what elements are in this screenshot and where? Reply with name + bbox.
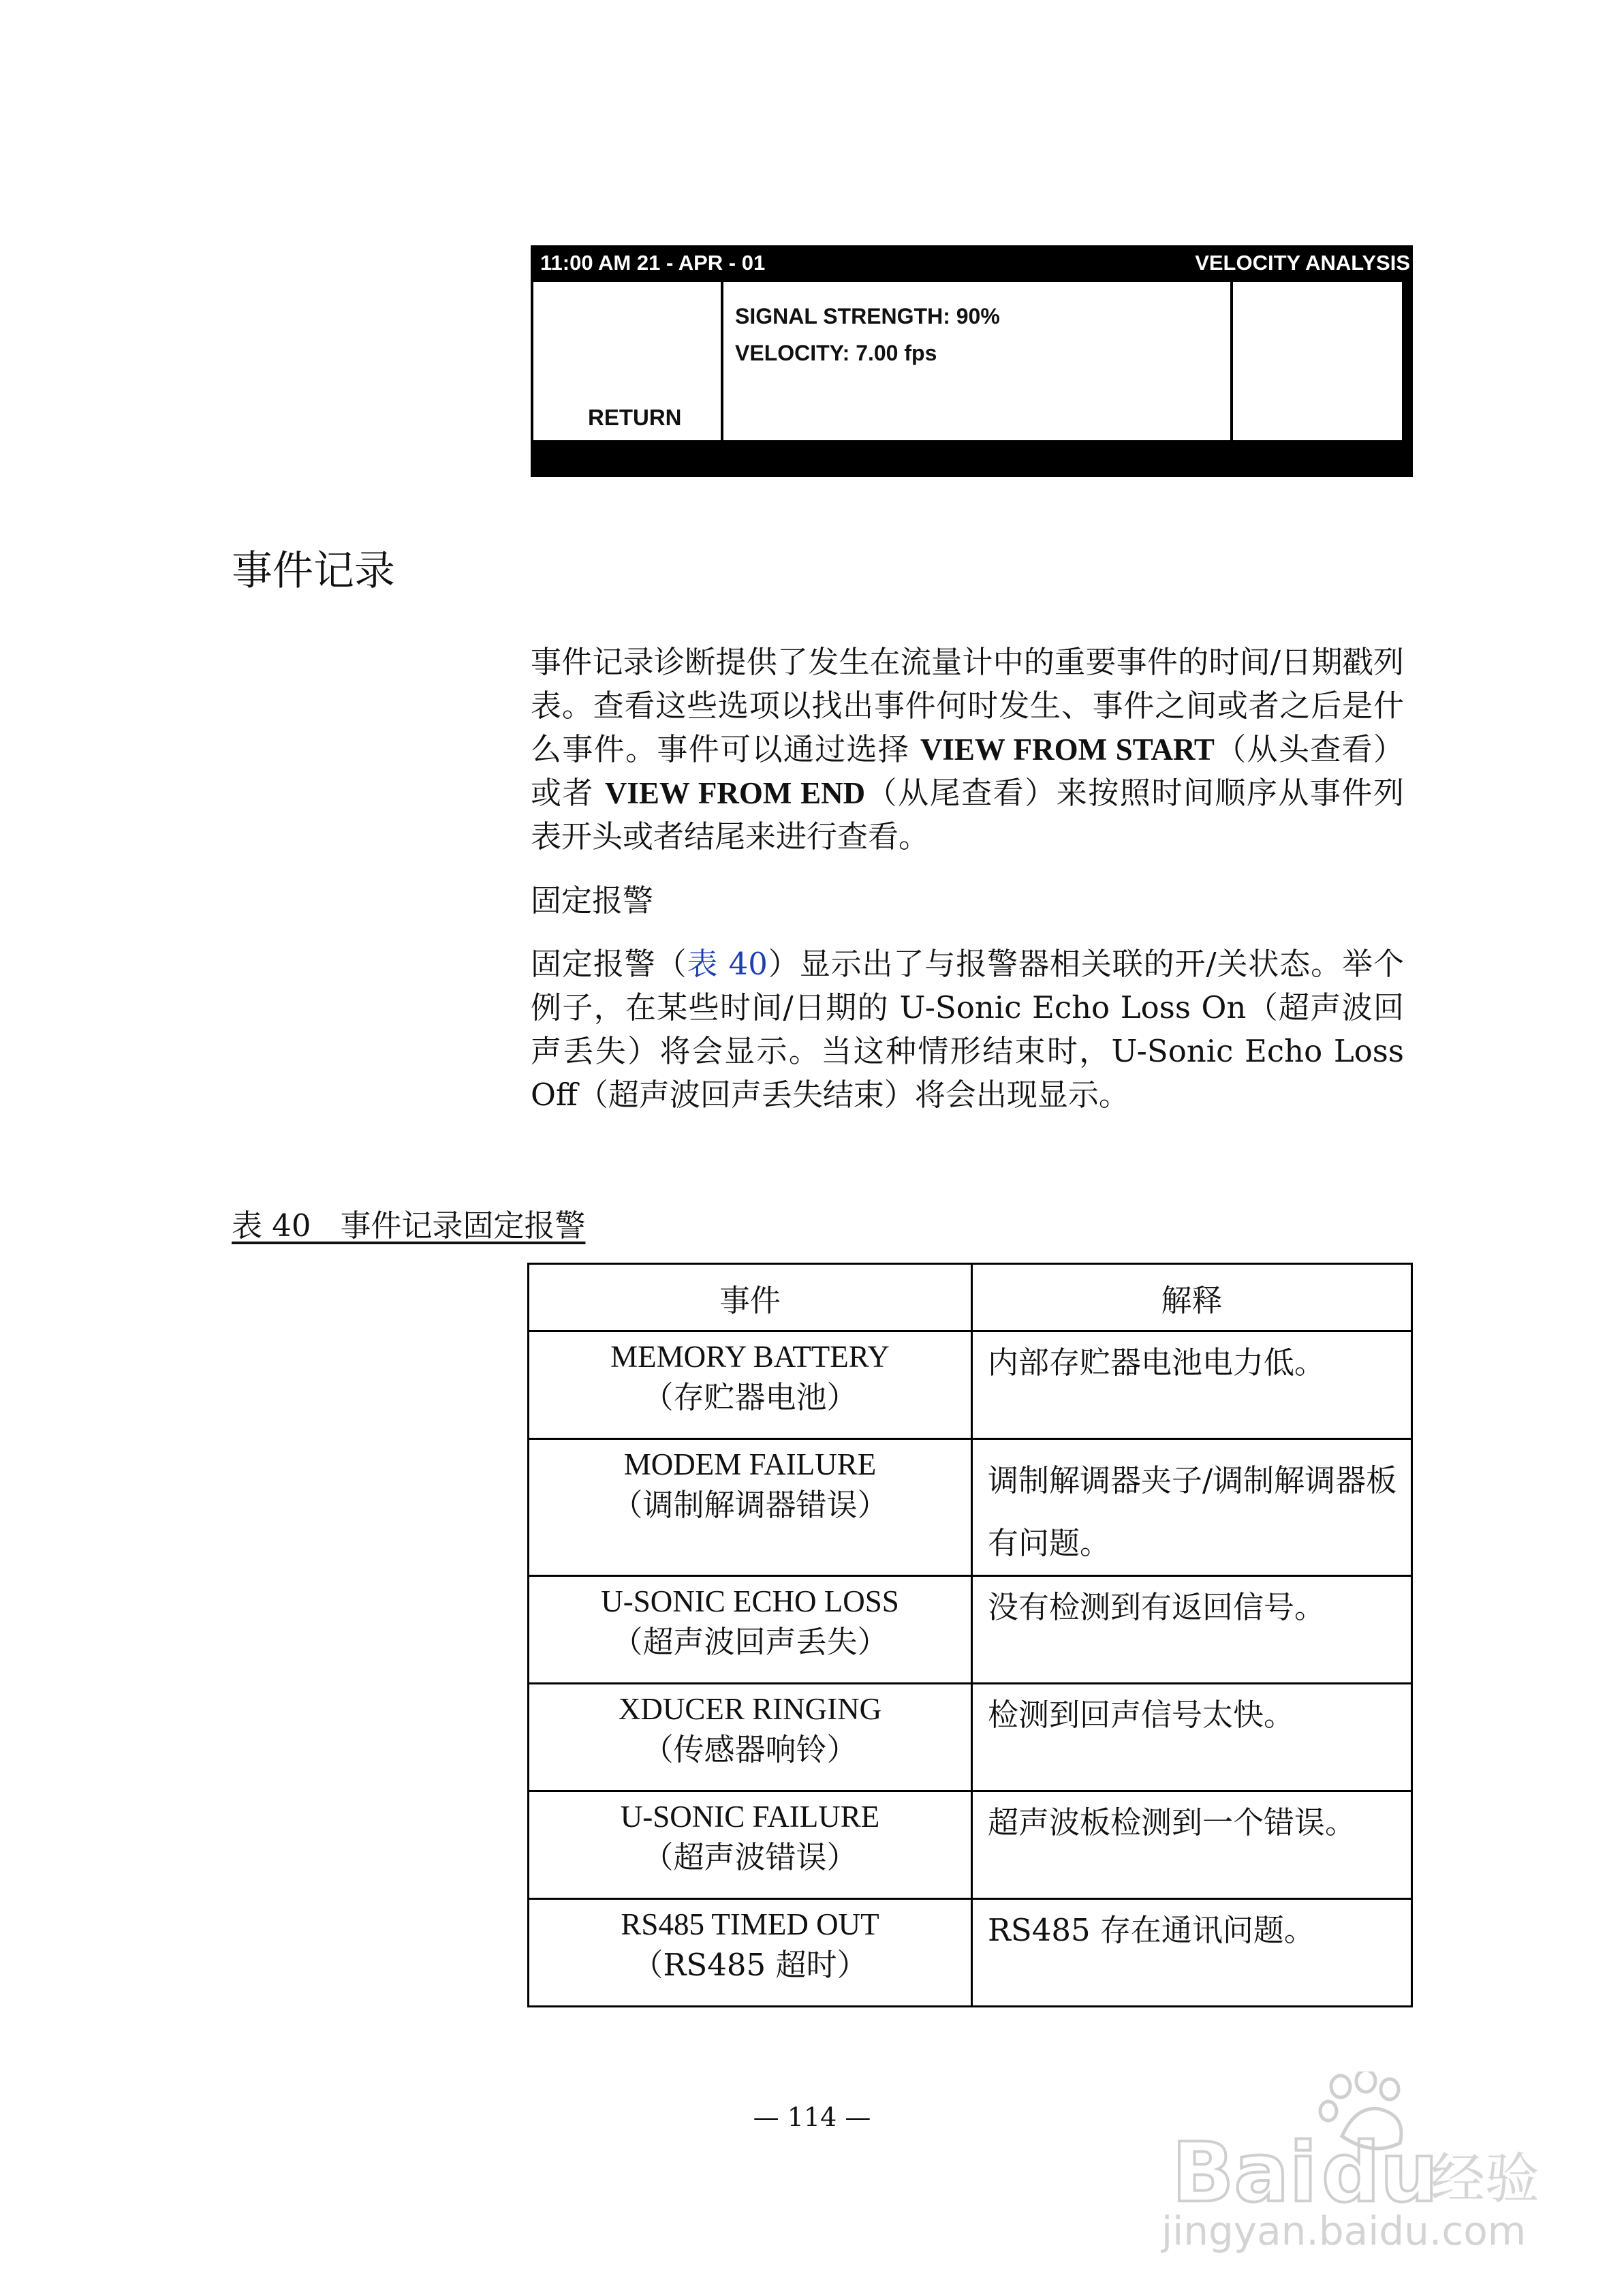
fixed-text-1: 固定报警（ bbox=[531, 946, 687, 982]
screen-footer bbox=[531, 444, 1413, 477]
intro-text-3: （从尾查看）来按照时间顺序从事件列表开头或者结尾来进行查看。 bbox=[531, 775, 1404, 854]
event-cell bbox=[529, 1331, 972, 1439]
view-from-start-term: VIEW FROM START bbox=[920, 733, 1215, 767]
intro-text-2: （从头查看）或者 bbox=[531, 731, 1404, 811]
explanation-text: 超声波板检测到一个错误。 bbox=[988, 1804, 1356, 1840]
event-name-en: MODEM FAILURE bbox=[623, 1447, 877, 1481]
explanation-text: 检测到回声信号太快。 bbox=[988, 1697, 1295, 1733]
softkey-right[interactable] bbox=[1230, 282, 1402, 440]
section-title: 事件记录 bbox=[232, 547, 395, 595]
table-row bbox=[529, 1576, 1412, 1684]
table-row bbox=[529, 1684, 1412, 1791]
event-cell bbox=[529, 1439, 972, 1576]
baidu-jingyan-watermark-icon bbox=[1158, 2071, 1540, 2228]
screen-header bbox=[531, 245, 1413, 281]
svg-text:Bai: Bai bbox=[1172, 2126, 1317, 2221]
velocity-readout: VELOCITY: 7.00 fps bbox=[735, 341, 937, 365]
intro-paragraph bbox=[531, 641, 1404, 859]
event-name-zh: （超声波错误） bbox=[642, 1839, 858, 1875]
explanation-text: 没有检测到有返回信号。 bbox=[988, 1589, 1326, 1625]
explanation-cell bbox=[972, 1684, 1412, 1791]
event-log-table bbox=[527, 1263, 1413, 2007]
event-cell bbox=[529, 1684, 972, 1791]
table-row bbox=[529, 1331, 1412, 1439]
table-row bbox=[529, 1899, 1412, 2007]
table-header-row bbox=[529, 1264, 1412, 1331]
table-40-link[interactable]: 表 40 bbox=[687, 946, 768, 982]
event-name-en: U-SONIC FAILURE bbox=[620, 1800, 880, 1834]
fixed-alarms-paragraph bbox=[531, 942, 1404, 1117]
event-name-en: XDUCER RINGING bbox=[618, 1692, 882, 1726]
event-name-zh: （超声波回声丢失） bbox=[612, 1624, 888, 1660]
signal-strength-readout: SIGNAL STRENGTH: 90% bbox=[735, 304, 1000, 328]
page-number: — 114 — bbox=[753, 2102, 871, 2132]
event-name-zh: （RS485 超时） bbox=[632, 1947, 868, 1983]
event-cell bbox=[529, 1899, 972, 2007]
table-row bbox=[529, 1439, 1412, 1576]
fixed-text-2: ）显示出了与报警器相关联的开/关状态。举个例子，在某些时间/日期的 U-Sonic Echo Loss On（超声波回声丢失）将会显示。当这种情形结束时，U-Sonic Echo Loss Off（超声波回声丢失结束）将会出现显示。 bbox=[531, 946, 1404, 1113]
intro-text-1: 事件记录诊断提供了发生在流量计中的重要事件的时间/日期戳列表。查看这些选项以找出事件何时发生、事件之间或者之后是什么事件。事件可以通过选择 bbox=[531, 644, 1404, 767]
return-softkey-label[interactable]: RETURN bbox=[588, 405, 682, 430]
table-caption: 表 40 事件记录固定报警 bbox=[232, 1207, 586, 1244]
explanation-cell bbox=[972, 1791, 1412, 1899]
event-name-zh: （存贮器电池） bbox=[642, 1379, 858, 1415]
event-cell bbox=[529, 1576, 972, 1684]
event-name-en: RS485 TIMED OUT bbox=[621, 1907, 879, 1941]
explanation-text: 调制解调器夹子/调制解调器板有问题。 bbox=[988, 1462, 1397, 1561]
screen-body bbox=[533, 282, 1402, 440]
event-name-zh: （传感器响铃） bbox=[642, 1731, 858, 1768]
watermark-url: jingyan.baidu.com bbox=[1161, 2208, 1527, 2254]
explanation-cell bbox=[972, 1576, 1412, 1684]
event-cell bbox=[529, 1791, 972, 1899]
explanation-text: RS485 存在通讯问题。 bbox=[988, 1912, 1315, 1948]
softkey-left[interactable] bbox=[533, 282, 723, 440]
svg-text:du: du bbox=[1322, 2126, 1439, 2221]
explanation-cell bbox=[972, 1899, 1412, 2007]
event-name-en: U-SONIC ECHO LOSS bbox=[601, 1584, 899, 1618]
fixed-alarms-heading: 固定报警 bbox=[531, 882, 654, 919]
event-name-en: MEMORY BATTERY bbox=[610, 1340, 890, 1374]
explanation-cell bbox=[972, 1331, 1412, 1439]
table-row bbox=[529, 1791, 1412, 1899]
explanation-cell bbox=[972, 1439, 1412, 1576]
screen-datetime: 11:00 AM 21 - APR - 01 bbox=[540, 251, 766, 275]
event-name-zh: （调制解调器错误） bbox=[612, 1487, 888, 1523]
explanation-text: 内部存贮器电池电力低。 bbox=[988, 1344, 1326, 1381]
header-event: 事件 bbox=[529, 1264, 972, 1331]
svg-text:经验: 经验 bbox=[1431, 2147, 1540, 2211]
lcd-screen bbox=[531, 245, 1413, 477]
screen-title: VELOCITY ANALYSIS bbox=[1195, 251, 1410, 275]
header-explanation: 解释 bbox=[972, 1264, 1412, 1331]
view-from-end-term: VIEW FROM END bbox=[604, 776, 866, 810]
